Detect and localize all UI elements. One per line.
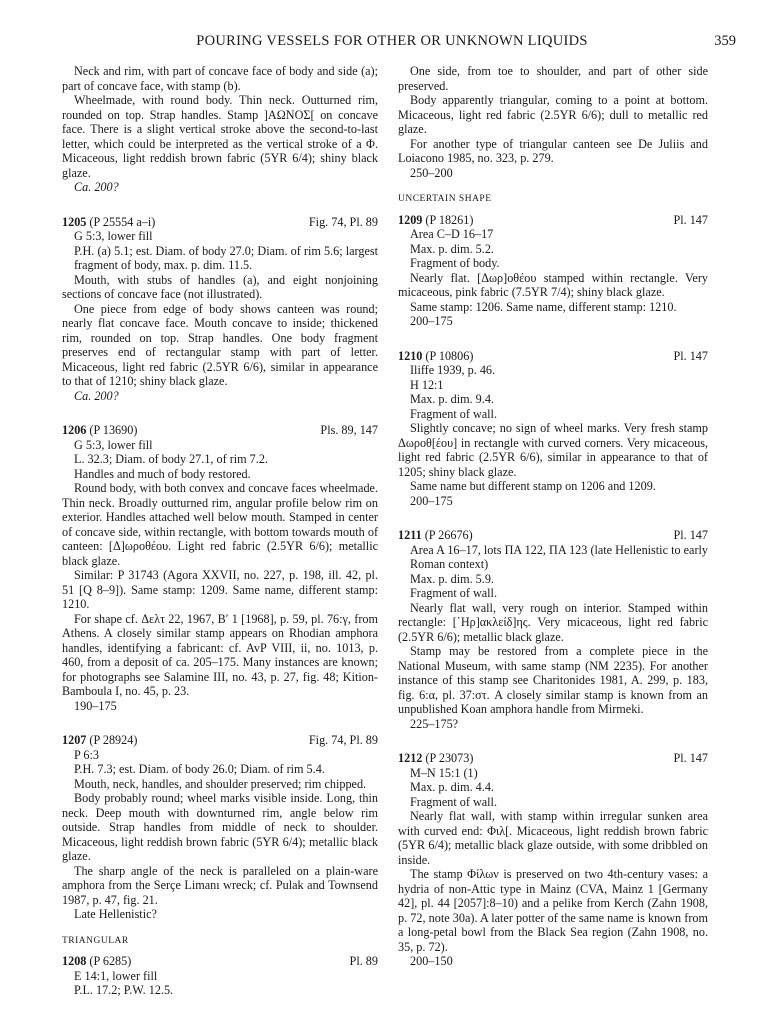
meta-line: H 12:1 (410, 377, 444, 392)
meta-line: Max. p. dim. 9.4. (410, 392, 494, 406)
meta-line: Fragment of wall. (410, 794, 497, 809)
meta-line: P.H. (a) 5.1; est. Diam. of body 27.0; Diam. of rim 5.6; largest fragment of body, max. p. dim. 11.5. (74, 243, 378, 272)
entry-header (62, 954, 378, 969)
paragraph: The sharp angle of the neck is paralleled on a plain-ware amphora from the Serçe Limanı wreck; cf. Pulak and Townsend 1987, p. 47, fig. 21. (62, 863, 378, 907)
meta-line: Fragment of body. (410, 256, 500, 270)
entry-number: 1210 (398, 348, 423, 363)
entry-number: 1206 (62, 423, 87, 437)
entry-number: 1208 (62, 954, 87, 968)
meta-line: Iliffe 1939, p. 46. (410, 363, 496, 377)
meta-line: P 6:3 (74, 747, 99, 762)
entry-1208-continued (398, 64, 708, 180)
entry-date: 200–175 (410, 314, 453, 328)
paragraph: Nearly flat wall, with stamp within irregular sunken area with curved end: Φιλ[. Micaceous, light reddish brown fabric (5YR 6/4); metallic black glaze outside, with some dribbled on inside. (398, 809, 708, 867)
running-title: POURING VESSELS FOR OTHER OR UNKNOWN LIQUIDS (196, 33, 588, 49)
catalog-entry-1206 (62, 423, 378, 713)
catalog-entry-1210 (398, 349, 708, 509)
entry-header (398, 751, 708, 766)
entry-header (398, 349, 708, 364)
meta-line: P.L. 17.2; P.W. 12.5. (74, 983, 174, 997)
figure-reference: Pl. 147 (673, 212, 708, 227)
catalog-entry-1208 (62, 954, 378, 998)
catalog-entry-1205 (62, 215, 378, 404)
paragraph: The stamp Φίλων is preserved on two 4th-century vases: a hydria of non-Attic type in Mainz (CVA, Mainz 1 [Germany 42], pl. 44 [2057]:8–10) and a pelike from Kerch (Zahn 1908, p. 72, note 30a). A later potter of the same name is known from a long-petal bowl from the Black Sea region (Zahn 1908, no. 35, p. 72). (398, 867, 708, 954)
paragraph: Wheelmade, with round body. Thin neck. Outturned rim, rounded on top. Strap handles. Stamp ]ΑΩΝΟΣ[ on concave face. There is a slight vertical stroke above the second-to-last letter, which could be interpreted as the vertical stroke of a Φ. Micaceous, light reddish brown fabric (5YR 6/4); shiny black glaze. (62, 93, 378, 180)
inventory-number: (P 28924) (89, 733, 138, 747)
meta-line: Area C–D 16–17 (410, 227, 494, 241)
entry-number: 1211 (398, 528, 422, 542)
paragraph: Nearly flat. [Δωρ]οθέου stamped within rectangle. Very micaceous, pink fabric (7.5YR 7/4); shiny black glaze. (398, 270, 708, 299)
entry-number: 1207 (62, 733, 87, 747)
catalog-entry-1211 (398, 528, 708, 731)
paragraph: One piece from edge of body shows canteen was round; nearly flat concave face. Mouth concave to inside; thickened rim, rounded on top. Strap handles. One body fragment preserves end of rectangular stamp with part of letter. Micaceous, light red fabric (2.5YR 6/6), similar in appearance to that of 1210; shiny black glaze. (62, 301, 378, 388)
page-number: 359 (714, 33, 736, 49)
figure-reference: Fig. 74, Pl. 89 (308, 733, 378, 747)
entry-date: Ca. 200? (74, 180, 119, 194)
entry-intro (62, 64, 378, 195)
entry-header (62, 423, 378, 438)
figure-reference: Pls. 89, 147 (320, 423, 378, 437)
meta-line: Fragment of wall. (410, 406, 497, 421)
entry-date: Ca. 200? (74, 388, 119, 403)
paragraph: One side, from toe to shoulder, and part of other side preserved. (398, 64, 708, 93)
figure-reference: Pl. 89 (349, 954, 378, 968)
entry-date: 225–175? (410, 716, 459, 731)
meta-line: Handles and much of body restored. (74, 466, 251, 481)
paragraph: Neck and rim, with part of concave face of body and side (a); part of concave face, with stamp (b). (62, 64, 378, 93)
meta-line: Max. p. dim. 4.4. (410, 780, 494, 794)
left-column (62, 64, 378, 998)
inventory-number: (P 25554 a–i) (89, 214, 156, 229)
entry-number: 1212 (398, 751, 423, 765)
entry-number: 1209 (398, 212, 423, 227)
right-column (398, 64, 708, 969)
meta-line: G 5:3, lower fill (74, 229, 153, 243)
figure-reference: Pl. 147 (673, 528, 708, 542)
catalog-entry-1207 (62, 733, 378, 922)
inventory-number: (P 6285) (89, 954, 132, 968)
meta-line: L. 32.3; Diam. of body 27.1, of rim 7.2. (74, 452, 268, 466)
figure-reference: Pl. 147 (673, 751, 708, 765)
meta-line: M–N 15:1 (1) (410, 765, 478, 780)
inventory-number: (P 26676) (424, 528, 473, 542)
meta-line: P.H. 7.3; est. Diam. of body 26.0; Diam. of rim 5.4. (74, 762, 325, 776)
figure-reference: Pl. 147 (673, 348, 708, 363)
meta-line: Area A 16–17, lots ΠΑ 122, ΠΑ 123 (late Hellenistic to early Roman context) (410, 542, 708, 571)
entry-header (398, 213, 708, 228)
paragraph: Body probably round; wheel marks visible inside. Long, thin neck. Deep mouth with downturned rim, angle below rim outside. Strap handles from middle of neck to shoulder. Micaceous, light reddish brown fabric (5YR 6/4); metallic black glaze. (62, 791, 378, 863)
paragraph: Mouth, with stubs of handles (a), and eight nonjoining sections of concave face (not illustrated). (62, 272, 378, 301)
paragraph: For another type of triangular canteen see De Juliis and Loiacono 1985, no. 323, p. 279. (398, 136, 708, 165)
running-header (62, 33, 736, 51)
entry-date: 190–175 (74, 698, 117, 713)
paragraph: Similar: P 31743 (Agora XXVII, no. 227, p. 198, ill. 42, pl. 51 [Q 8–9]). Same stamp: 1209. Same name, different stamp: 1210. (62, 568, 378, 611)
entry-date: 200–175 (410, 493, 453, 508)
entry-header (398, 528, 708, 543)
meta-line: Max. p. dim. 5.2. (410, 241, 494, 256)
paragraph: Mouth, neck, handles, and shoulder preserved; rim chipped. (74, 776, 367, 791)
paragraph: Body apparently triangular, coming to a point at bottom. Micaceous, light red fabric (2.5YR 6/6); dull to metallic red glaze. (398, 93, 708, 136)
paragraph: Same name but different stamp on 1206 and 1209. (410, 479, 656, 493)
meta-line: Fragment of wall. (410, 586, 497, 600)
paragraph: Nearly flat wall, very rough on interior. Stamped within rectangle: [῾Ηρ]ακλείδ]ης. Very micaceous, light red fabric (2.5YR 6/6); metallic black glaze. (398, 600, 708, 644)
figure-reference: Fig. 74, Pl. 89 (308, 214, 378, 229)
paragraph: Stamp may be restored from a complete piece in the National Museum, with same stamp (NM 2235). For another instance of this stamp see Charitonides 1981, A. 299, p. 183, fig. 6:α, pl. 37:στ. A closely similar stamp is known from an unpublished Koan amphora handle from Mirmeki. (398, 644, 708, 716)
inventory-number: (P 18261) (425, 212, 474, 227)
meta-line: Max. p. dim. 5.9. (410, 571, 494, 586)
entry-header (62, 733, 378, 748)
inventory-number: (P 10806) (425, 348, 474, 363)
catalog-entry-1209 (398, 213, 708, 329)
paragraph: Slightly concave; no sign of wheel marks. Very fresh stamp Δωροθ[έου] in rectangle with curved corners. Very micaceous, light red fabric (2.5YR 6/6), similar in appearance to that of 1205; shiny black glaze. (398, 421, 708, 479)
paragraph: Same stamp: 1206. Same name, different stamp: 1210. (410, 299, 677, 314)
section-heading-triangular: TRIANGULAR (62, 935, 129, 946)
inventory-number: (P 13690) (89, 423, 138, 437)
entry-date: Late Hellenistic? (74, 907, 157, 921)
catalog-entry-1212 (398, 751, 708, 969)
entry-header (62, 215, 378, 230)
meta-line: E 14:1, lower fill (74, 968, 158, 983)
entry-number: 1205 (62, 214, 87, 229)
section-heading-uncertain-shape: UNCERTAIN SHAPE (398, 194, 492, 204)
entry-date: 200–150 (410, 954, 453, 968)
entry-date: 250–200 (410, 165, 453, 180)
meta-line: G 5:3, lower fill (74, 437, 153, 452)
paragraph: Round body, with both convex and concave faces wheelmade. Thin neck. Broadly outturned rim, angular profile below rim on exterior. Handles attached well below mouth. Stamped in center of concave side, within rectangle, with bottom towards mouth of canteen: [Δ]ωροθέου. Light red fabric (2.5YR 6/6); metallic black glaze. (62, 481, 378, 568)
inventory-number: (P 23073) (425, 751, 474, 765)
paragraph: For shape cf. Δελτ 22, 1967, Β′ 1 [1968], p. 59, pl. 76:γ, from Athens. A closely similar stamp appears on Rhodian amphora handles, identifying a fabricant: cf. AvP VIII, ii, no. 1013, p. 460, from a deposit of ca. 205–175. Many instances are known; for photographs see Salamine III, no. 43, p. 27, fig. 48; Kition-Bamboula I, no. 45, p. 23. (62, 611, 378, 698)
